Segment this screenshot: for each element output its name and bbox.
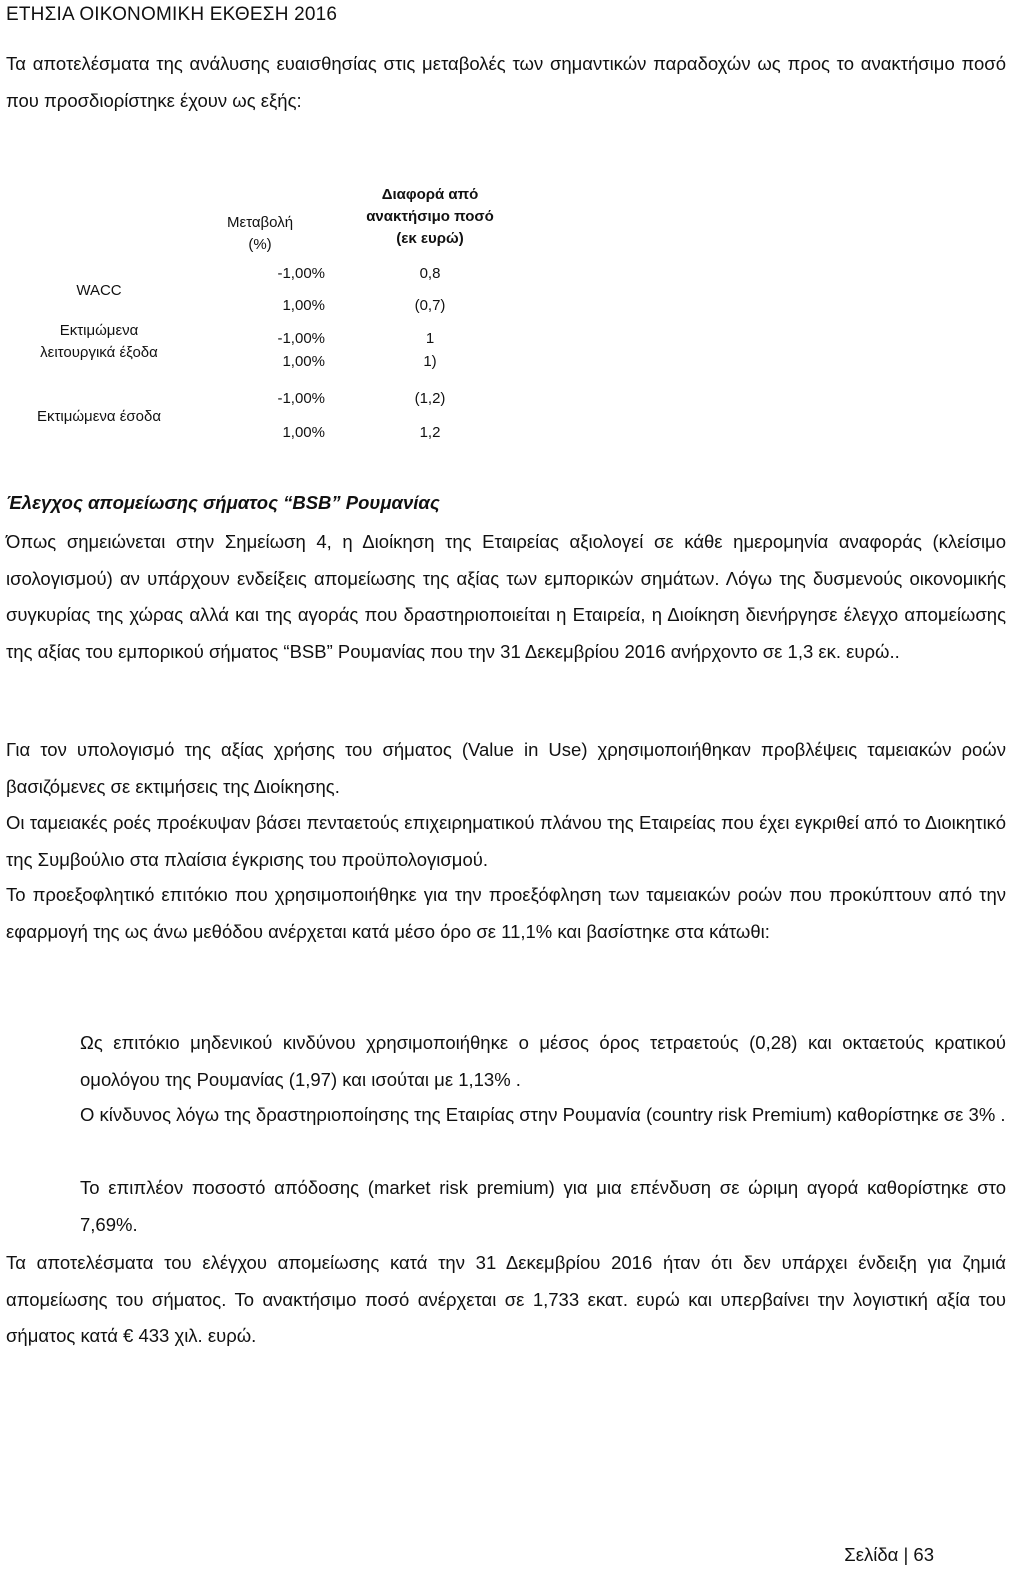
page-number: Σελίδα | 63 (844, 1544, 934, 1565)
row-opex-change-neg: -1,00% (277, 330, 325, 347)
row-opex-diff-neg: 1 (425, 330, 435, 347)
row-label-revenue: Εκτιμώμενα έσοδα (36, 408, 162, 425)
col-header-change-line1: Μεταβολή (226, 214, 294, 231)
col-header-diff (335, 184, 525, 250)
row-revenue-change-neg: -1,00% (277, 390, 325, 407)
row-opex-diff-pos: 1) (423, 353, 437, 370)
intro-paragraph: Τα αποτελέσματα της ανάλυσης ευαισθησίας στις μεταβολές των σημαντικών παραδοχών ως προς το ανακτήσιμο ποσό που προσδιορίστηκε έχουν ως εξής: (6, 53, 1006, 111)
report-header: ΕΤΗΣΙΑ ΟΙΚΟΝΟΜΙΚΗ ΕΚΘΕΣΗ 2016 (6, 4, 338, 25)
row-revenue-change-pos: 1,00% (282, 424, 325, 441)
row-label-wacc: WACC (76, 282, 122, 299)
row-wacc-diff-pos: (0,7) (414, 297, 446, 314)
row-wacc-diff-neg: 0,8 (419, 265, 441, 282)
row-wacc-change-pos: 1,00% (282, 297, 325, 314)
row-revenue-diff-neg: (1,2) (414, 390, 446, 407)
col-header-change-line2: (%) (248, 236, 272, 253)
paragraph-cash-flows: Οι ταμειακές ροές προέκυψαν βάσει πενταετούς επιχειρηματικού πλάνου της Εταιρείας που έχει εγκριθεί από το Διοικητικό της Συμβούλιο στα πλαίσια έγκρισης του προϋπολογισμού. (6, 812, 1006, 870)
row-label-opex (0, 320, 198, 364)
col-header-diff-line2: ανακτήσιμο ποσό (366, 208, 494, 225)
row-wacc-change-neg: -1,00% (277, 265, 325, 282)
col-header-diff-line3: (εκ ευρώ) (396, 230, 464, 247)
paragraph-discount-rate: Το προεξοφλητικό επιτόκιο που χρησιμοποιήθηκε για την προεξόφληση των ταμειακών ροών που προκύπτουν από την εφαρμογή της ως άνω μεθόδου ανέρχεται κατά μέσο όρο σε 11,1% και βασίστηκε στα κάτωθι: (6, 884, 1006, 942)
row-label-opex-line2: λειτουργικά έξοδα (40, 344, 158, 361)
list-item-market-risk: Το επιπλέον ποσοστό απόδοσης (market risk premium) για μια επένδυση σε ώριμη αγορά καθορίστηκε στο 7,69%. (80, 1177, 1006, 1235)
row-revenue-diff-pos: 1,2 (419, 424, 441, 441)
row-opex-change-pos: 1,00% (282, 353, 325, 370)
paragraph-impairment-review: Όπως σημειώνεται στην Σημείωση 4, η Διοίκηση της Εταιρείας αξιολογεί σε κάθε ημερομηνία αναφοράς (κλείσιμο ισολογισμού) αν υπάρχουν ενδείξεις απομείωσης της αξίας των εμπορικών σημάτων. Λόγω της δυσμενούς οικονομικής συγκυρίας της χώρας αλλά και της αγοράς που δραστηριοποιείται η Εταιρεία, η Διοίκηση διενήργησε έλεγχο απομείωσης της αξίας του εμπορικού σήματος “BSB” Ρουμανίας που την 31 Δεκεμβρίου 2016 ανήρχοντο σε 1,3 εκ. ευρώ.. (6, 531, 1006, 662)
col-header-change (215, 212, 305, 256)
list-item-country-risk: Ο κίνδυνος λόγω της δραστηριοποίησης της Εταιρίας στην Ρουμανία (country risk Premium) καθορίστηκε σε 3% . (80, 1104, 1006, 1125)
paragraph-results: Τα αποτελέσματα του ελέγχου απομείωσης κατά την 31 Δεκεμβρίου 2016 ήταν ότι δεν υπάρχει ένδειξη για ζημιά απομείωσης του σήματος. Το ανακτήσιμο ποσό ανέρχεται σε 1,733 εκατ. ευρώ και υπερβαίνει την λογιστική αξία του σήματος κατά € 433 χιλ. ευρώ. (6, 1252, 1006, 1346)
col-header-diff-line1: Διαφορά από (381, 186, 479, 203)
sensitivity-table (0, 180, 540, 460)
list-item-risk-free-rate: Ως επιτόκιο μηδενικού κινδύνου χρησιμοποιήθηκε ο μέσος όρος τετραετούς (0,28) και οκταετούς κρατικού ομολόγου της Ρουμανίας (1,97) και ισούται με 1,13% . (80, 1032, 1006, 1090)
row-label-opex-line1: Εκτιμώμενα (59, 322, 139, 339)
paragraph-value-in-use: Για τον υπολογισμό της αξίας χρήσης του σήματος (Value in Use) χρησιμοποιήθηκαν προβλέψεις ταμειακών ροών βασιζόμενες σε εκτιμήσεις της Διοίκησης. (6, 739, 1006, 797)
section-heading: Έλεγχος απομείωσης σήματος “BSB” Ρουμανίας (6, 492, 440, 513)
